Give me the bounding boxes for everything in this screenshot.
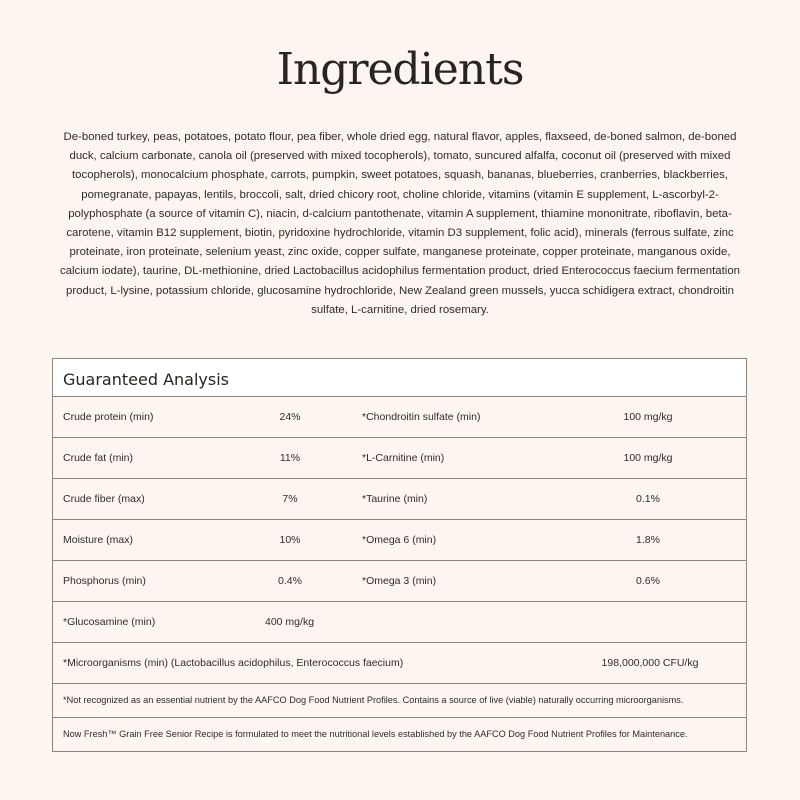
analysis-header	[53, 359, 746, 397]
nutrient-name: *Microorganisms (min) (Lactobacillus acidophilus, Enterococcus faecium)	[63, 657, 404, 669]
nutrient-value: 0.4%	[278, 575, 302, 587]
nutrient-value: 0.6%	[636, 575, 660, 587]
nutrient-value: 100 mg/kg	[623, 411, 673, 423]
nutrient-name: Crude fat (min)	[63, 452, 134, 464]
nutrient-name: *Chondroitin sulfate (min)	[362, 411, 481, 423]
table-row-glucosamine	[53, 602, 746, 643]
nutrient-value: 198,000,000 CFU/kg	[601, 657, 699, 669]
table-row	[53, 397, 746, 438]
nutrient-value: 100 mg/kg	[623, 452, 673, 464]
aafco-statement: Now Fresh™ Grain Free Senior Recipe is formulated to meet the nutritional levels established by the AAFCO Dog Food Nutrient Profiles for Maintenance.	[63, 729, 688, 739]
nutrient-value: 1.8%	[636, 534, 660, 546]
table-row-microorganisms	[53, 643, 746, 684]
table-row	[53, 520, 746, 561]
page-title: Ingredients	[276, 44, 524, 95]
nutrient-name: *Omega 6 (min)	[362, 534, 437, 546]
nutrient-value: 11%	[279, 452, 301, 464]
nutrient-name: *L-Carnitine (min)	[362, 452, 445, 464]
table-row	[53, 438, 746, 479]
nutrient-value: 7%	[282, 493, 298, 505]
guaranteed-analysis-table	[52, 358, 747, 752]
footnote: *Not recognized as an essential nutrient by the AAFCO Dog Food Nutrient Profiles. Contains a source of live (viable) naturally occurring microorganisms.	[53, 684, 746, 718]
nutrient-name: Phosphorus (min)	[63, 575, 146, 587]
analysis-title: Guaranteed Analysis	[63, 370, 229, 389]
table-row	[53, 561, 746, 602]
table-row	[53, 479, 746, 520]
nutrient-name: Crude protein (min)	[63, 411, 154, 423]
nutrient-name: *Glucosamine (min)	[63, 616, 156, 628]
nutrient-value: 10%	[279, 534, 301, 546]
nutrient-name: Moisture (max)	[63, 534, 134, 546]
nutrient-value: 24%	[279, 411, 301, 423]
nutrient-name: *Taurine (min)	[362, 493, 428, 505]
nutrient-value: 400 mg/kg	[265, 616, 315, 628]
nutrient-name: Crude fiber (max)	[63, 493, 145, 505]
nutrient-value: 0.1%	[636, 493, 660, 505]
nutrient-name: *Omega 3 (min)	[362, 575, 437, 587]
ingredients-list: De-boned turkey, peas, potatoes, potato flour, pea fiber, whole dried egg, natural flavor, apples, flaxseed, de-boned salmon, de-boned duck, calcium carbonate, canola oil (preserved with mixed tocopherols), tomato, suncured alfalfa, coconut oil (preserved with mixed tocopherols), monocalcium phosphate, carrots, pumpkin, sweet potatoes, squash, bananas, blueberries, cranberries, blackberries, pomegranate, papayas, lentils, broccoli, salt, dried chicory root, choline chloride, vitamins (vitamin E supplement, L-ascorbyl-2-polyphosphate (a source of vitamin C), niacin, d-calcium pantothenate, vitamin A supplement, thiamine mononitrate, riboflavin, beta-carotene, vitamin B12 supplement, biotin, pyridoxine hydrochloride, vitamin D3 supplement, folic acid), minerals (ferrous sulfate, zinc proteinate, iron proteinate, selenium yeast, zinc oxide, copper sulfate, manganese proteinate, copper proteinate, manganous oxide, calcium iodate), taurine, DL-methionine, dried Lactobacillus acidophilus fermentation product, dried Enterococcus faecium fermentation product, L-lysine, potassium chloride, glucosamine hydrochloride, New Zealand green mussels, yucca schidigera extract, chondroitin sulfate, L-carnitine, dried rosemary.	[59, 131, 740, 316]
